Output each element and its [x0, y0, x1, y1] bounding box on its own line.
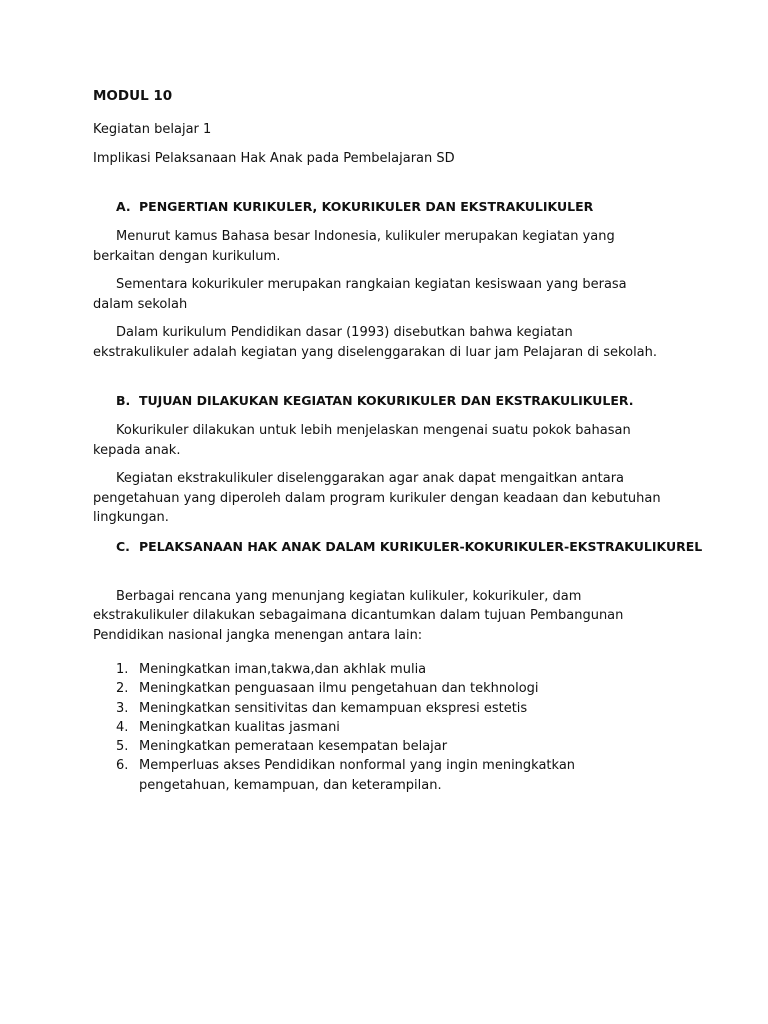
- list-item-text: Meningkatkan penguasaan ilmu pengetahuan dan tekhnologi: [139, 681, 539, 697]
- list-item: [93, 737, 668, 756]
- list-item-number: 4.: [116, 719, 129, 735]
- list-item-number: 2.: [116, 681, 129, 697]
- list-item-text: Meningkatkan pemerataan kesempatan belajar: [139, 739, 448, 755]
- list-item-text: Meningkatkan sensitivitas dan kemampuan ekspresi estetis: [139, 700, 528, 716]
- list-item: [93, 718, 668, 737]
- document-title: MODUL 10: [93, 88, 173, 104]
- section-c-heading: [93, 537, 703, 557]
- section-b-title: TUJUAN DILAKUKAN KEGIATAN KOKURIKULER DAN EKSTRAKULIKULER.: [139, 393, 634, 408]
- section-a-heading: [93, 197, 668, 217]
- section-a-title: PENGERTIAN KURIKULER, KOKURIKULER DAN EKSTRAKULIKULER: [139, 199, 594, 214]
- section-b-paragraph: Kegiatan ekstrakulikuler diselenggarakan agar anak dapat mengaitkan antara pengetahuan yang diperoleh dalam program kurikuler dengan keadaan dan kebutuhan lingkungan.: [93, 471, 661, 525]
- list-item-number: 3.: [116, 700, 129, 716]
- section-a-paragraph: Sementara kokurikuler merupakan rangkaian kegiatan kesiswaan yang berasa dalam sekolah: [93, 277, 627, 312]
- list-item-text: Meningkatkan iman,takwa,dan akhlak mulia: [139, 662, 427, 677]
- section-a-letter: A.: [116, 199, 131, 214]
- topic-label: Implikasi Pelaksanaan Hak Anak pada Pembelajaran SD: [93, 151, 455, 166]
- section-c-paragraph: Berbagai rencana yang menunjang kegiatan kulikuler, kokurikuler, dam ekstrakulikuler dilakukan sebagaimana dicantumkan dalam tujuan Pembangunan Pendidikan nasional jangka menengan antara lain:: [93, 588, 624, 643]
- list-item: [93, 699, 668, 718]
- activity-label: Kegiatan belajar 1: [93, 122, 212, 137]
- section-c-letter: C.: [116, 538, 130, 554]
- list-item-number: 1.: [116, 662, 129, 677]
- section-b-paragraph: Kokurikuler dilakukan untuk lebih menjelaskan mengenai suatu pokok bahasan kepada anak.: [93, 423, 631, 458]
- list-item-number: 6.: [116, 758, 129, 774]
- list-item-number: 5.: [116, 739, 129, 755]
- list-item: [93, 756, 668, 795]
- section-a-paragraph: Dalam kurikulum Pendidikan dasar (1993) disebutkan bahwa kegiatan ekstrakulikuler adalah kegiatan yang diselenggarakan di luar jam Pelajaran di sekolah.: [93, 325, 658, 360]
- list-item-text: Meningkatkan kualitas jasmani: [139, 719, 340, 735]
- goals-list: [93, 660, 668, 795]
- section-a-paragraph: Menurut kamus Bahasa besar Indonesia, kulikuler merupakan kegiatan yang berkaitan dengan kurikulum.: [93, 229, 615, 264]
- section-c-title: PELAKSANAAN HAK ANAK DALAM KURIKULER-KOKURIKULER-EKSTRAKULIKUREL: [139, 538, 703, 554]
- list-item: [93, 660, 668, 679]
- section-b-heading: [93, 391, 668, 411]
- list-item: [93, 679, 668, 698]
- section-b-letter: B.: [116, 393, 131, 408]
- list-item-text: Memperluas akses Pendidikan nonformal yang ingin meningkatkan pengetahuan, kemampuan, dan keterampilan.: [139, 758, 576, 793]
